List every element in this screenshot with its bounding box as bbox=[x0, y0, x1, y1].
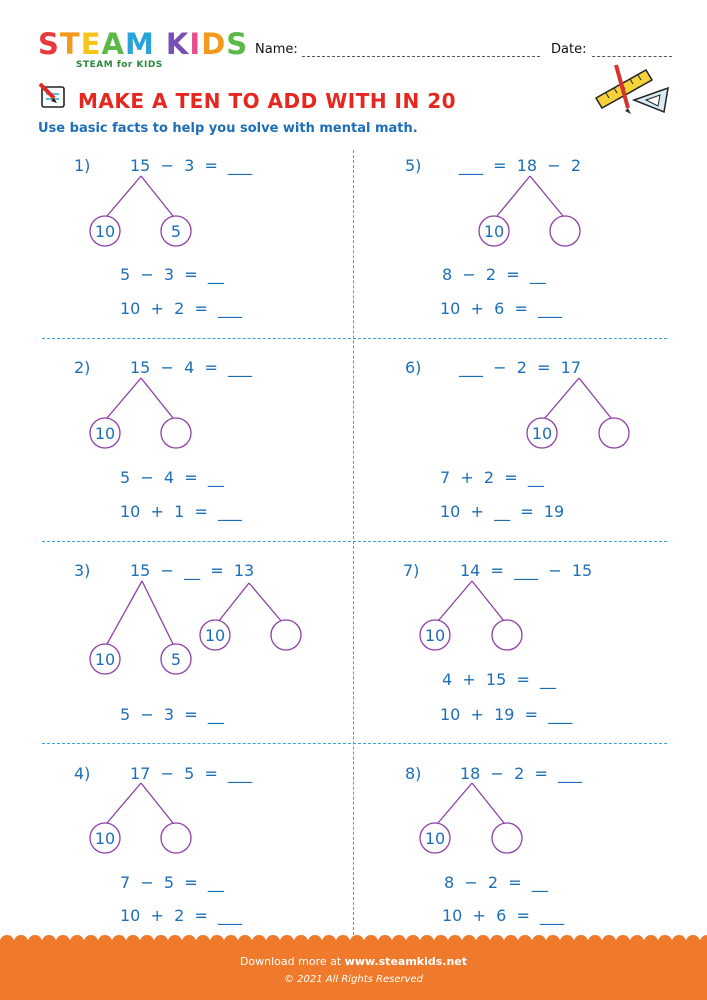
footer-download bbox=[0, 955, 707, 968]
name-label: Name: bbox=[255, 42, 298, 57]
bond-left-value: 10 bbox=[483, 222, 505, 241]
step-equation: 10 + 19 = ___ bbox=[440, 705, 573, 724]
logo-letter: E bbox=[80, 27, 102, 61]
number-bond bbox=[416, 779, 536, 859]
step-equation: 10 + 2 = ___ bbox=[120, 299, 243, 318]
step-equation: 5 − 3 = __ bbox=[120, 705, 224, 724]
logo-letter: I bbox=[189, 27, 202, 61]
number-bond bbox=[85, 374, 205, 454]
problem-equation: 15 − __ = 13 bbox=[130, 561, 255, 580]
bond-left-value: 10 bbox=[94, 650, 116, 669]
step-equation: 5 − 3 = __ bbox=[120, 265, 224, 284]
number-bond bbox=[523, 374, 643, 454]
step-equation: 10 + 6 = ___ bbox=[440, 299, 563, 318]
footer-bar bbox=[0, 940, 707, 1000]
steam-kids-logo bbox=[38, 27, 249, 61]
problem-number: 6) bbox=[405, 358, 422, 377]
bond-left-value: 10 bbox=[94, 829, 116, 848]
bond2-left-value: 10 bbox=[204, 626, 226, 645]
date-field[interactable] bbox=[592, 55, 672, 57]
row-divider bbox=[42, 743, 667, 744]
logo-letter bbox=[155, 30, 166, 59]
logo-letter: D bbox=[201, 27, 227, 61]
logo-letter: A bbox=[101, 27, 125, 61]
footer-site-link[interactable]: www.steamkids.net bbox=[344, 955, 468, 968]
step-equation: 8 − 2 = __ bbox=[442, 265, 546, 284]
bond-left-value: 10 bbox=[94, 424, 116, 443]
logo-letter: S bbox=[38, 27, 60, 61]
bond-left-value: 10 bbox=[94, 222, 116, 241]
problem-equation: 17 − 5 = ___ bbox=[130, 764, 253, 783]
problem-equation: 15 − 4 = ___ bbox=[130, 358, 253, 377]
row-divider bbox=[42, 541, 667, 542]
row-divider bbox=[42, 338, 667, 339]
step-equation: 8 − 2 = __ bbox=[444, 873, 548, 892]
logo-letter: T bbox=[59, 27, 81, 61]
problem-number: 4) bbox=[74, 764, 91, 783]
problem-equation: ___ − 2 = 17 bbox=[459, 358, 582, 377]
bond-left-value: 10 bbox=[424, 626, 446, 645]
problem-equation: 18 − 2 = ___ bbox=[460, 764, 583, 783]
column-divider bbox=[353, 150, 354, 940]
instructions: Use basic facts to help you solve with mental math. bbox=[38, 121, 418, 136]
step-equation: 5 − 4 = __ bbox=[120, 468, 224, 487]
number-bond bbox=[85, 779, 205, 859]
logo-letter: S bbox=[226, 27, 249, 61]
problem-number: 2) bbox=[74, 358, 91, 377]
footer-rights: © 2021 All Rights Reserved bbox=[283, 974, 424, 985]
problem-equation: 15 − 3 = ___ bbox=[130, 156, 253, 175]
bond-left-value: 10 bbox=[531, 424, 553, 443]
number-bond bbox=[416, 576, 536, 656]
bond-right-value: 5 bbox=[170, 222, 182, 241]
problem-number: 8) bbox=[405, 764, 422, 783]
step-equation: 7 + 2 = __ bbox=[440, 468, 544, 487]
step-equation: 10 + 1 = ___ bbox=[120, 502, 243, 521]
problem-equation: 14 = ___ − 15 bbox=[460, 561, 593, 580]
logo-tagline: STEAM for KIDS bbox=[76, 60, 163, 70]
bond-right-value: 5 bbox=[170, 650, 182, 669]
step-equation: 7 − 5 = __ bbox=[120, 873, 224, 892]
ruler-triangle-icon bbox=[586, 60, 676, 115]
date-label: Date: bbox=[551, 42, 587, 57]
step-equation: 10 + 2 = ___ bbox=[120, 906, 243, 925]
step-equation: 10 + 6 = ___ bbox=[442, 906, 565, 925]
number-bond bbox=[85, 172, 205, 252]
problem-equation: ___ = 18 − 2 bbox=[459, 156, 582, 175]
step-equation: 4 + 15 = __ bbox=[442, 670, 557, 689]
logo-letter: K bbox=[165, 27, 190, 61]
footer-download-text: Download more at bbox=[239, 955, 345, 968]
bond-left-value: 10 bbox=[424, 829, 446, 848]
logo-letter: M bbox=[124, 27, 155, 61]
number-bond bbox=[475, 172, 595, 252]
worksheet-title: MAKE A TEN TO ADD WITH IN 20 bbox=[78, 89, 457, 113]
pencil-paper-icon bbox=[37, 82, 71, 112]
problem-number: 3) bbox=[74, 561, 91, 580]
number-bond bbox=[85, 576, 315, 681]
problem-number: 5) bbox=[405, 156, 422, 175]
problem-number: 7) bbox=[403, 561, 420, 580]
problem-number: 1) bbox=[74, 156, 91, 175]
name-field[interactable] bbox=[302, 55, 540, 57]
step-equation: 10 + __ = 19 bbox=[440, 502, 565, 521]
